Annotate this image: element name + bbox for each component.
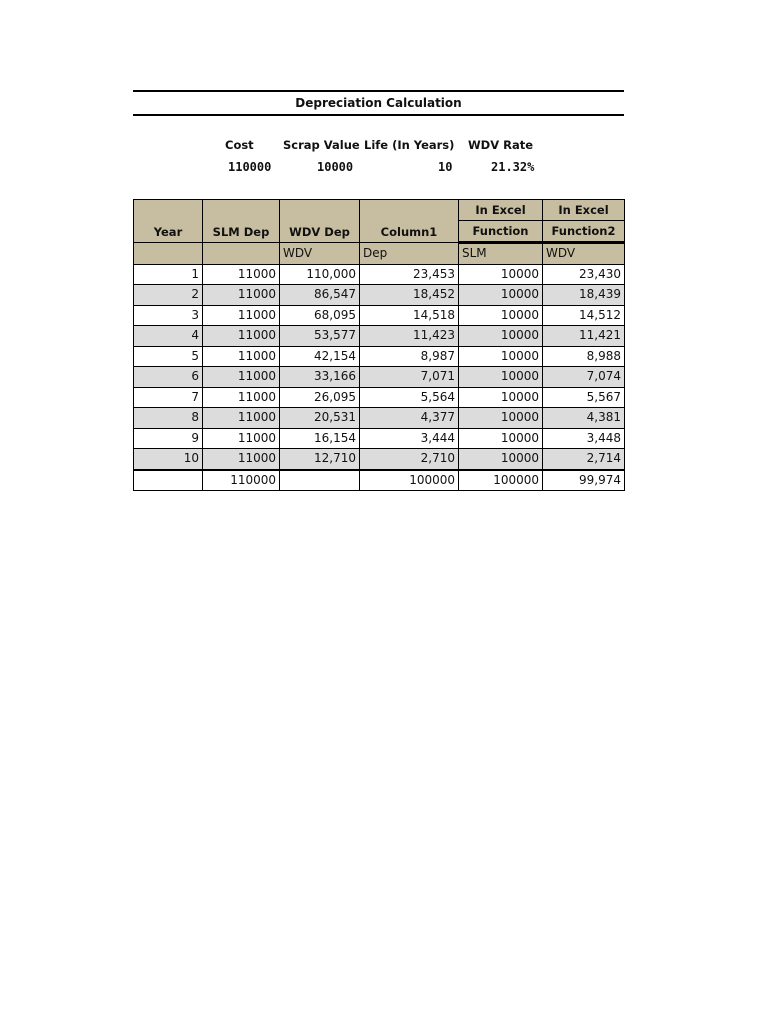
table-cell: 7,071 — [360, 367, 459, 388]
table-cell: 5,567 — [543, 387, 625, 408]
table-cell: 10000 — [459, 326, 543, 347]
table-cell: 10000 — [459, 346, 543, 367]
table-row — [134, 305, 625, 326]
table-cell: 33,166 — [280, 367, 360, 388]
table-row — [134, 264, 625, 285]
table-cell: 1 — [134, 264, 203, 285]
table-cell: 12,710 — [280, 449, 360, 470]
life-value: 10 — [438, 160, 453, 174]
table-cell: 2 — [134, 285, 203, 306]
table-cell: 68,095 — [280, 305, 360, 326]
table-row — [134, 428, 625, 449]
table-cell: 8,987 — [360, 346, 459, 367]
table-cell: 23,430 — [543, 264, 625, 285]
wdv-rate-label: WDV Rate — [468, 138, 534, 152]
header-wdv-dep: WDV Dep — [280, 200, 360, 243]
table-cell: 11000 — [203, 305, 280, 326]
table-cell: 18,452 — [360, 285, 459, 306]
table-cell: 11000 — [203, 326, 280, 347]
table-cell — [280, 470, 360, 491]
table-cell: 11,421 — [543, 326, 625, 347]
table-cell: 11000 — [203, 387, 280, 408]
table-cell: 3,444 — [360, 428, 459, 449]
table-cell: 11000 — [203, 346, 280, 367]
table-cell: 2,714 — [543, 449, 625, 470]
table-cell: 10000 — [459, 428, 543, 449]
cost-value: 110000 — [228, 160, 272, 174]
table-cell: 23,453 — [360, 264, 459, 285]
table-cell: 5,564 — [360, 387, 459, 408]
table-cell: 10000 — [459, 305, 543, 326]
table-row — [134, 285, 625, 306]
table-cell: 11,423 — [360, 326, 459, 347]
table-cell: 42,154 — [280, 346, 360, 367]
table-cell: 11000 — [203, 367, 280, 388]
header-year: Year — [134, 200, 203, 243]
depreciation-table — [133, 199, 625, 491]
table-cell: 14,512 — [543, 305, 625, 326]
table-cell: 10000 — [459, 367, 543, 388]
cost-label: Cost — [225, 138, 254, 152]
table-cell: 11000 — [203, 408, 280, 429]
table-cell: 5 — [134, 346, 203, 367]
table-cell: 10000 — [459, 449, 543, 470]
table-cell: SLM — [459, 243, 543, 265]
header-excel-function-line2: Function — [459, 221, 543, 243]
table-cell: 110,000 — [280, 264, 360, 285]
table-row — [134, 387, 625, 408]
table-cell: 100000 — [459, 470, 543, 491]
table-cell: 26,095 — [280, 387, 360, 408]
table-cell: 8,988 — [543, 346, 625, 367]
table-cell: 10000 — [459, 285, 543, 306]
table-cell: 11000 — [203, 449, 280, 470]
table-row — [134, 346, 625, 367]
table-cell: 3 — [134, 305, 203, 326]
table-cell: 4 — [134, 326, 203, 347]
table-cell: 6 — [134, 367, 203, 388]
table-cell: 8 — [134, 408, 203, 429]
table-cell: 7 — [134, 387, 203, 408]
wdv-rate-value: 21.32% — [491, 160, 535, 174]
table-cell: 10 — [134, 449, 203, 470]
table-row — [134, 408, 625, 429]
table-cell: 4,377 — [360, 408, 459, 429]
header-excel-function-line1: In Excel — [459, 200, 543, 221]
table-row — [134, 449, 625, 470]
table-cell: 100000 — [360, 470, 459, 491]
life-label: Life (In Years) — [364, 138, 455, 152]
table-cell: 7,074 — [543, 367, 625, 388]
table-cell: 14,518 — [360, 305, 459, 326]
table-cell — [134, 470, 203, 491]
table-cell: 10000 — [459, 387, 543, 408]
header-excel-function2-line1: In Excel — [543, 200, 625, 221]
table-cell: 2,710 — [360, 449, 459, 470]
header-column1: Column1 — [360, 200, 459, 243]
table-cell — [203, 243, 280, 265]
subheader-row — [134, 243, 625, 265]
page-title: Depreciation Calculation — [133, 90, 624, 116]
table-row — [134, 367, 625, 388]
table-cell: WDV — [543, 243, 625, 265]
table-cell: 99,974 — [543, 470, 625, 491]
table-cell: 16,154 — [280, 428, 360, 449]
table-cell: 53,577 — [280, 326, 360, 347]
table-cell: 11000 — [203, 264, 280, 285]
scrap-value-label: Scrap Value — [283, 138, 360, 152]
table-cell — [134, 243, 203, 265]
table-cell: 11000 — [203, 285, 280, 306]
table-cell: 18,439 — [543, 285, 625, 306]
table-cell: 10000 — [459, 264, 543, 285]
table-cell: 4,381 — [543, 408, 625, 429]
table-cell: 110000 — [203, 470, 280, 491]
header-slm-dep: SLM Dep — [203, 200, 280, 243]
table-cell: 86,547 — [280, 285, 360, 306]
table-cell: 10000 — [459, 408, 543, 429]
table-row — [134, 326, 625, 347]
totals-row — [134, 470, 625, 491]
table-cell: 9 — [134, 428, 203, 449]
table-cell: WDV — [280, 243, 360, 265]
table-cell: 20,531 — [280, 408, 360, 429]
table-cell: 3,448 — [543, 428, 625, 449]
header-excel-function2-line2: Function2 — [543, 221, 625, 243]
table-cell: 11000 — [203, 428, 280, 449]
table-cell: Dep — [360, 243, 459, 265]
scrap-value: 10000 — [317, 160, 354, 174]
